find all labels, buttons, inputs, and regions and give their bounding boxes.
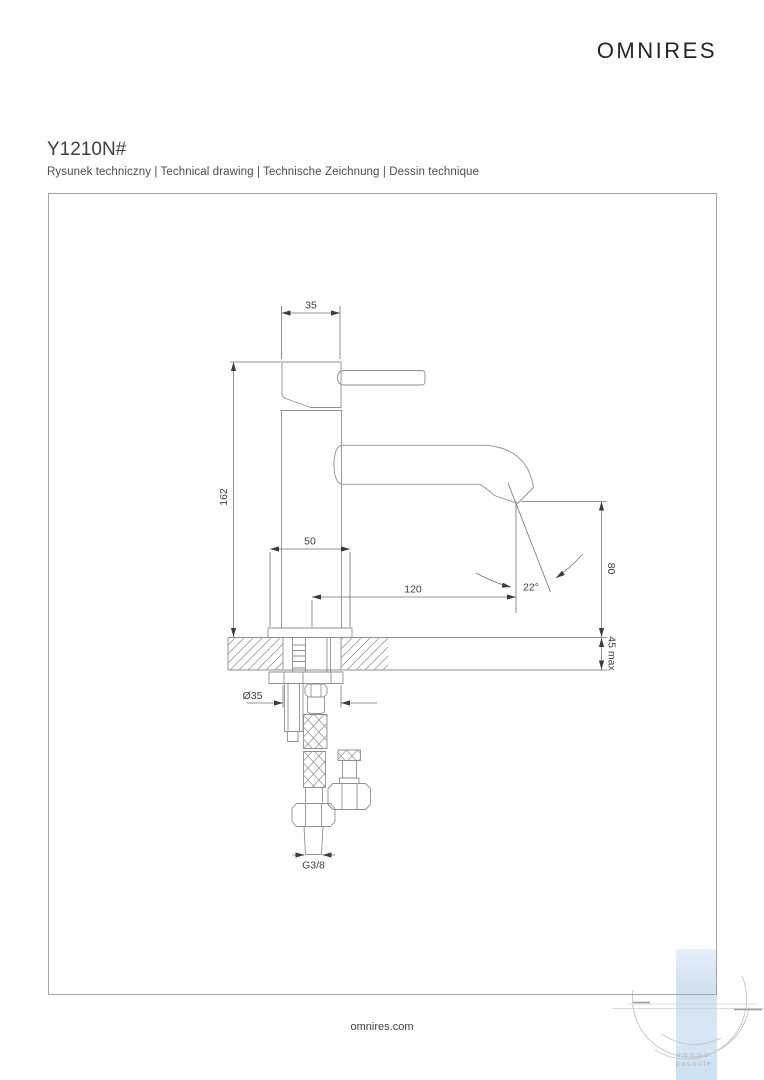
hose2-nut [328,784,371,810]
product-code: Y1210N# [47,139,127,160]
hose-nut-bottom [292,804,335,827]
dim-hose-thread-label: G3/8 [302,859,325,872]
dimension-lines [230,306,607,855]
dim-counter-thickness-label: 45 max [605,636,618,671]
dim-hole-diameter-label: Ø35 [242,690,263,702]
hose2-collar [340,778,360,784]
faucet-body [281,411,343,629]
drawing-subtitle: Rysunek techniczny | Technical drawing | Technische Zeichnung | Dessin technique [47,166,480,178]
hose-thread-end [304,827,323,855]
dim-base-diameter-label: 50 [304,535,316,548]
mounting-stud [285,684,304,742]
faucet-cap [282,362,341,408]
omnires-logo: OMNIRES [596,38,717,63]
hose-neck-top [308,697,325,714]
countertop-hatch [228,638,388,671]
dim-spout-angle-label: 22° [523,581,539,594]
dim-total-height-label: 162 [218,488,230,506]
hose2-braid-stub [338,750,361,761]
faucet-spout [334,445,534,503]
dim-spout-reach-label: 120 [404,583,422,596]
faucet-lever [338,371,426,386]
watermark-line1: vannu [676,1052,712,1059]
dim-outlet-height-label: 80 [605,562,617,575]
hose-nut-top [305,684,327,697]
faucet-geometry [228,362,607,855]
hose-neck-bottom [306,788,323,803]
footer-website: omnires.com [350,1021,414,1033]
faucet-base [268,628,352,637]
watermark-line2: pasaule [675,1060,713,1068]
hose-braid-2 [304,752,326,788]
mounting-shank [293,638,331,672]
hose2-neck [343,761,357,779]
watermark-text [660,1052,728,1069]
hose-braid-1 [304,715,328,749]
countertop [228,638,607,671]
mounting-flange [269,672,343,684]
dim-body-width-label: 35 [305,299,317,312]
